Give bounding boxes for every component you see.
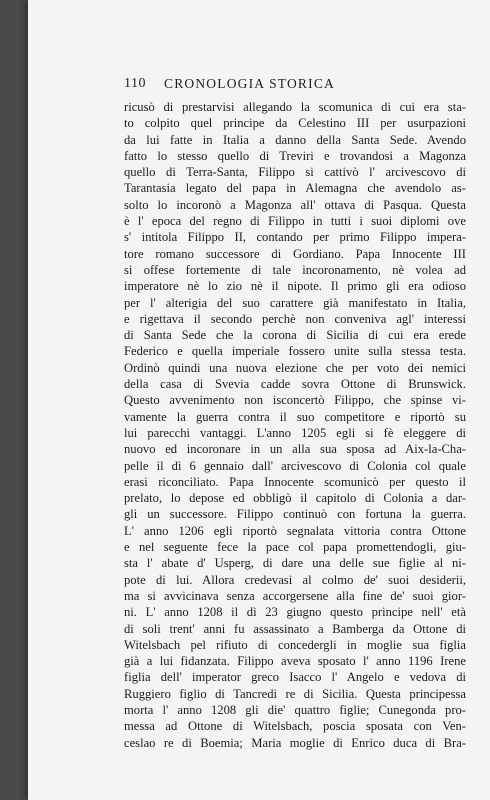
text-line: pote di lui. Allora credevasi al colmo de' suoi desiderii, bbox=[124, 572, 466, 587]
text-line: Federico e quella imperiale fossero unite sulla stessa testa. bbox=[124, 344, 466, 359]
text-line: s' intitola Filippo II, contando per primo Filippo impera- bbox=[124, 230, 466, 245]
text-line: della casa di Svevia cadde sovra Ottone di Brunswick. bbox=[124, 377, 466, 392]
page-number: 110 bbox=[124, 76, 146, 91]
text-line: di Santa Sede che la corona di Sicilia di cui era erede bbox=[124, 328, 466, 343]
text-line: figlia dell' imperator greco Isacco l' Angelo e vedova di bbox=[124, 670, 466, 685]
text-line: è l' epoca del regno di Filippo in tutti i suoi diplomi ove bbox=[124, 214, 466, 229]
text-line: gli un successore. Filippo continuò con fortuna la guerra. bbox=[124, 507, 466, 522]
text-line: e nel seguente fece la pace col papa promettendogli, giu- bbox=[124, 540, 466, 555]
text-line: lui parecchi vantaggi. L'anno 1205 egli si fè eleggere di bbox=[124, 425, 466, 440]
page-header bbox=[124, 76, 454, 96]
text-line: to colpito quel principe da Celestino III per usurpazioni bbox=[124, 116, 466, 131]
text-line: messa ad Ottone di Witelsbach, poscia sposata con Ven- bbox=[124, 719, 466, 734]
text-line: da lui fatte in Italia a danno della Santa Sede. Avendo bbox=[124, 132, 466, 147]
text-line: e rigettava il secondo perchè non conveniva agl' interessi bbox=[124, 311, 466, 326]
text-line: nuovo ed incoronare in un alla sua sposa ad Aix-la-Cha- bbox=[124, 442, 466, 457]
text-line: Tarantasia legato del papa in Alemagna che avendolo as- bbox=[124, 181, 466, 196]
text-line: ceslao re di Boemia; Maria moglie di Enrico duca di Bra- bbox=[124, 735, 466, 750]
text-line: fatto lo stesso quello di Treviri e trovandosi a Magonza bbox=[124, 148, 466, 163]
text-line: ricusò di prestarvisi allegando la scomunica di cui era sta- bbox=[124, 100, 466, 114]
book-page bbox=[28, 0, 490, 800]
text-line: per l' alterigia del suo carattere già manifestato in Italia, bbox=[124, 295, 466, 310]
text-line: prelato, lo depose ed obbligò il capitolo di Colonia a dar- bbox=[124, 491, 466, 506]
body-text bbox=[124, 99, 466, 751]
text-line: quello di Terra-Santa, Filippo si cattivò l' arcivescovo di bbox=[124, 165, 466, 180]
text-line: Ordinò quindi una nuova elezione che per voto dei nemici bbox=[124, 360, 466, 375]
text-line: erasi riconciliato. Papa Innocente scomunicò per questo il bbox=[124, 474, 466, 489]
text-line: L' anno 1206 egli riportò segnalata vittoria contra Ottone bbox=[124, 523, 466, 538]
text-line: solto lo incoronò a Magonza all' ottava di Pasqua. Questa bbox=[124, 197, 466, 212]
text-line: già a lui fidanzata. Filippo aveva sposato l' anno 1196 Irene bbox=[124, 654, 466, 669]
text-line: pelle il dì 6 gennaio dall' arcivescovo di Colonia col quale bbox=[124, 458, 466, 473]
text-line: Witelsbach pel rifiuto di concedergli in moglie sua figlia bbox=[124, 637, 466, 652]
text-line: tore romano successore di Gordiano. Papa Innocente III bbox=[124, 246, 466, 261]
text-line: si offese fortemente di tale incoronamento, nè volea ad bbox=[124, 262, 466, 277]
text-line: Ruggiero figlio di Tancredi re di Sicilia. Questa principessa bbox=[124, 686, 466, 701]
text-line: imperatore nè lo zio nè il nipote. Il primo gli era odioso bbox=[124, 279, 466, 294]
running-title: CRONOLOGIA STORICA bbox=[164, 76, 335, 91]
text-line: di soli trent' anni fu assassinato a Bamberga da Ottone di bbox=[124, 621, 466, 636]
text-line: vamente la guerra contra il suo competitore e riportò su bbox=[124, 409, 466, 424]
text-line: ni. L' anno 1208 il dì 23 giugno questo principe nell' età bbox=[124, 605, 466, 620]
text-line: Questo avvenimento non isconcertò Filippo, che spinse vi- bbox=[124, 393, 466, 408]
text-line: sta l' abate d' Usperg, di dare una delle sue figlie al ni- bbox=[124, 556, 466, 571]
text-line: morta l' anno 1208 gli die' quattro figlie; Cunegonda pro- bbox=[124, 702, 466, 717]
text-line: ma si avvicinava senza accorgersene alla fine de' suoi gior- bbox=[124, 588, 466, 603]
